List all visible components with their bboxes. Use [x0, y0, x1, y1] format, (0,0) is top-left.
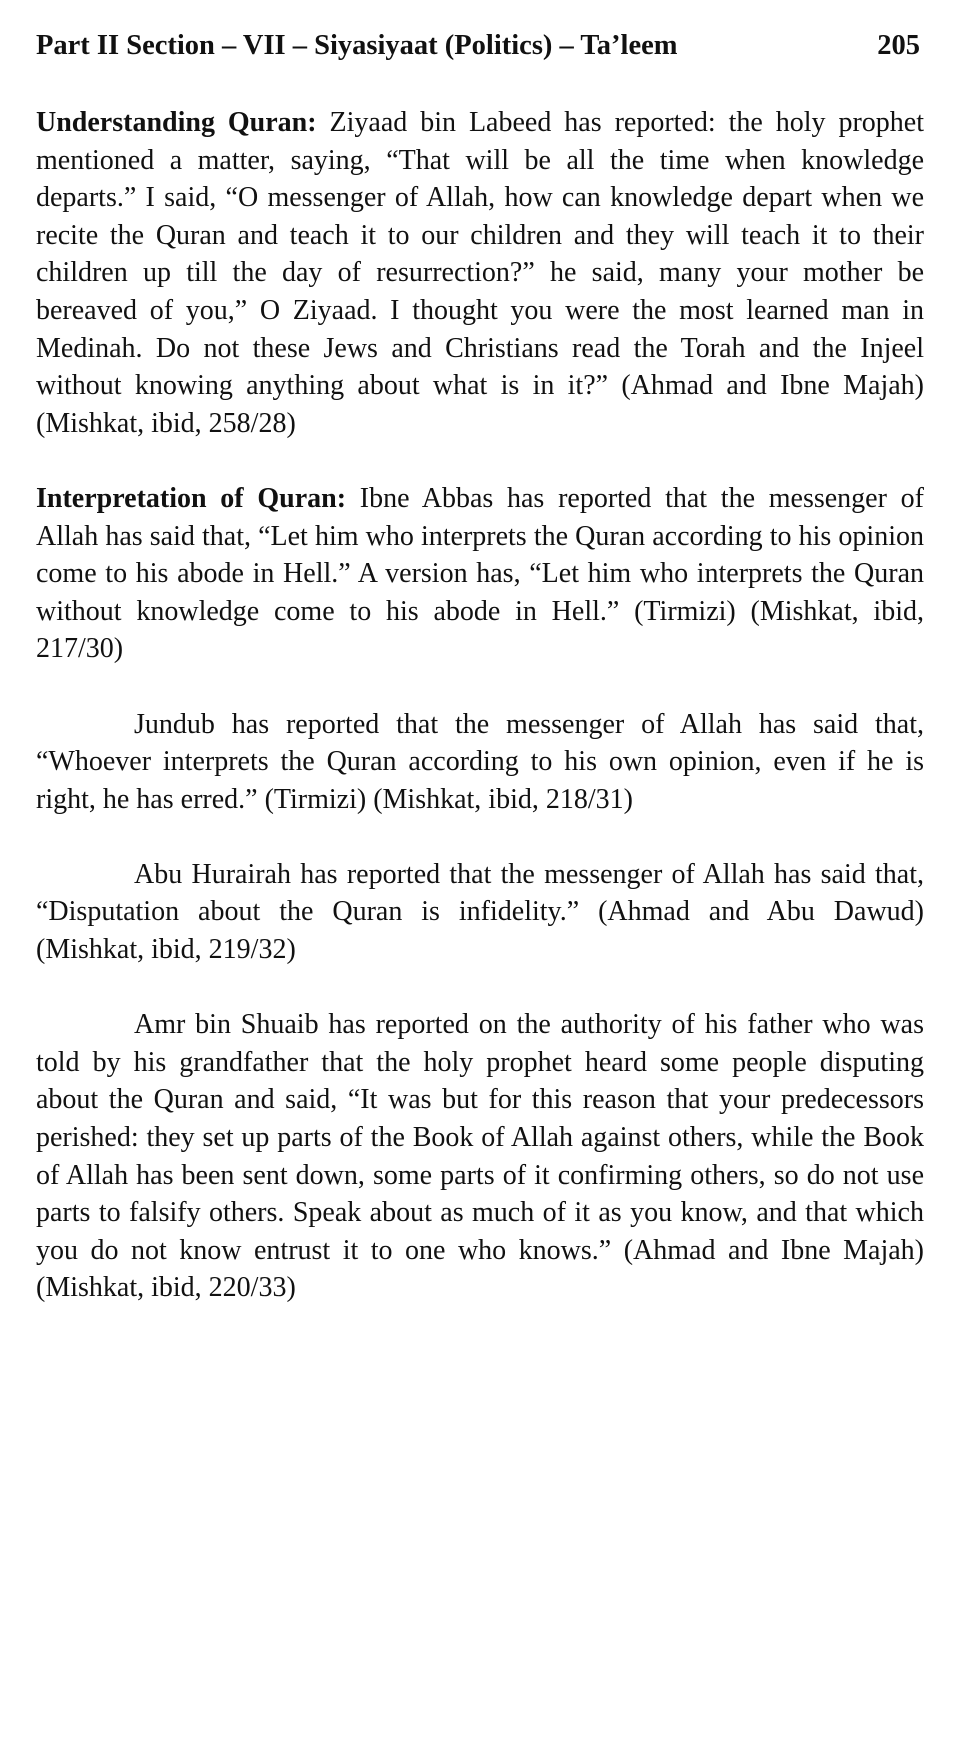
paragraph-heading: Understanding Quran: — [36, 107, 317, 138]
page-number: 205 — [877, 30, 920, 61]
paragraph-abu-hurairah — [36, 856, 924, 969]
paragraph-text: Amr bin Shuaib has reported on the authority of his father who was told by his grandfather that the holy prophet heard some people disputing about the Quran and said, “It was but for this reason that your predecessors perished: they set up parts of the Book of Allah against others, while the Book of Allah has been sent down, some parts of it confirming others, so do not use parts to falsify others. Speak about as much of it as you know, and that which you do not know entrust it to one who knows.” (Ahmad and Ibne Majah) (Mishkat, ibid, 220/33) — [36, 1009, 924, 1304]
paragraph-text: Jundub has reported that the messenger of Allah has said that, “Whoever interprets the Quran according to his own opinion, even if he is right, he has erred.” (Tirmizi) (Mishkat, ibid, 218/31) — [36, 708, 924, 815]
page-body — [36, 104, 924, 1345]
paragraph-interpretation-of-quran — [36, 480, 924, 668]
paragraph-text: Abu Hurairah has reported that the messenger of Allah has said that, “Disputation about the Quran is infidelity.” (Ahmad and Abu Dawud) (Mishkat, ibid, 219/32) — [36, 858, 924, 966]
header-title: Part II Section – VII – Siyasiyaat (Politics) – Ta’leem — [36, 30, 678, 61]
running-header — [36, 26, 924, 66]
paragraph-text: Ziyaad bin Labeed has reported: the holy prophet mentioned a matter, saying, “That will be all the time when knowledge departs.” I said, “O messenger of Allah, how can knowledge depart when we recite the Quran and teach it to our children and they will teach it to their children up till the day of resurrection?” he said, many your mother be bereaved of you,” O Ziyaad. I thought you were the most learned man in Medinah. Do not these Jews and Christians read the Torah and the Injeel without knowing anything about what is in it?” (Ahmad and Ibne Majah) (Mishkat, ibid, 258/28) — [36, 107, 924, 439]
paragraph-text: Ibne Abbas has reported that the messenger of Allah has said that, “Let him who interprets the Quran according to his opinion come to his abode in Hell.” A version has, “Let him who interprets the Quran without knowledge come to his abode in Hell.” (Tirmizi) (Mishkat, ibid, 217/30) — [36, 482, 924, 665]
paragraph-jundub — [36, 706, 924, 819]
paragraph-heading: Interpretation of Quran: — [36, 482, 347, 514]
paragraph-amr-bin-shuaib — [36, 1006, 924, 1307]
paragraph-understanding-quran — [36, 104, 924, 442]
